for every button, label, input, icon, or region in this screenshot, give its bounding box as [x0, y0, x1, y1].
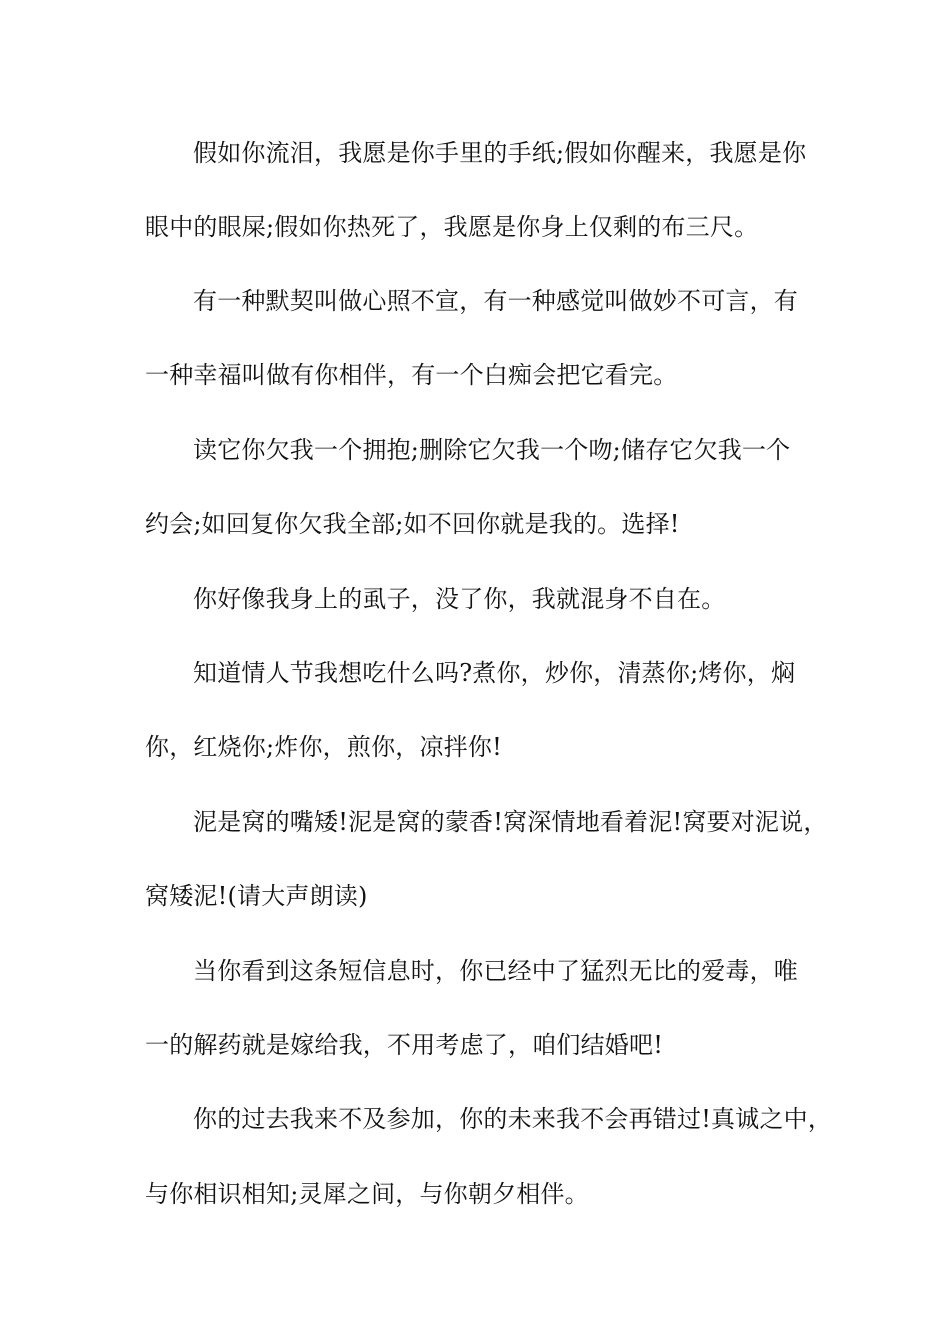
paragraph-6-line-1: 泥是窝的嘴矮!泥是窝的蒙香!窝深情地看着泥!窝要对泥说， [193, 808, 828, 836]
paragraph-2-line-2: 一种幸福叫做有你相伴，有一个白痴会把它看完。 [145, 361, 678, 389]
paragraph-2-line-1: 有一种默契叫做心照不宣，有一种感觉叫做妙不可言，有 [193, 287, 798, 315]
paragraph-8-line-1: 你的过去我来不及参加，你的未来我不会再错过!真诚之中， [193, 1105, 833, 1133]
paragraph-3-line-1: 读它你欠我一个拥抱;删除它欠我一个吻;储存它欠我一个 [193, 436, 791, 464]
paragraph-1-line-2: 眼中的眼屎;假如你热死了，我愿是你身上仅剩的布三尺。 [145, 213, 759, 241]
paragraph-5-line-1: 知道情人节我想吃什么吗?煮你，炒你，清蒸你;烤你，焖 [193, 659, 796, 687]
paragraph-5-line-2: 你，红烧你;炸你，煎你，凉拌你! [145, 733, 502, 761]
paragraph-1-line-1: 假如你流泪，我愿是你手里的手纸;假如你醒来，我愿是你 [193, 139, 807, 167]
paragraph-7-line-2: 一的解药就是嫁给我，不用考虑了，咱们结婚吧! [145, 1031, 664, 1059]
paragraph-8-line-2: 与你相识相知;灵犀之间，与你朝夕相伴。 [145, 1180, 589, 1208]
paragraph-6-line-2: 窝矮泥!(请大声朗读) [145, 882, 368, 910]
paragraph-3-line-2: 约会;如回复你欠我全部;如不回你就是我的。选择! [145, 510, 680, 538]
paragraph-7-line-1: 当你看到这条短信息时，你已经中了猛烈无比的爱毒，唯 [193, 957, 798, 985]
paragraph-4-line-1: 你好像我身上的虱子，没了你，我就混身不自在。 [193, 585, 726, 613]
